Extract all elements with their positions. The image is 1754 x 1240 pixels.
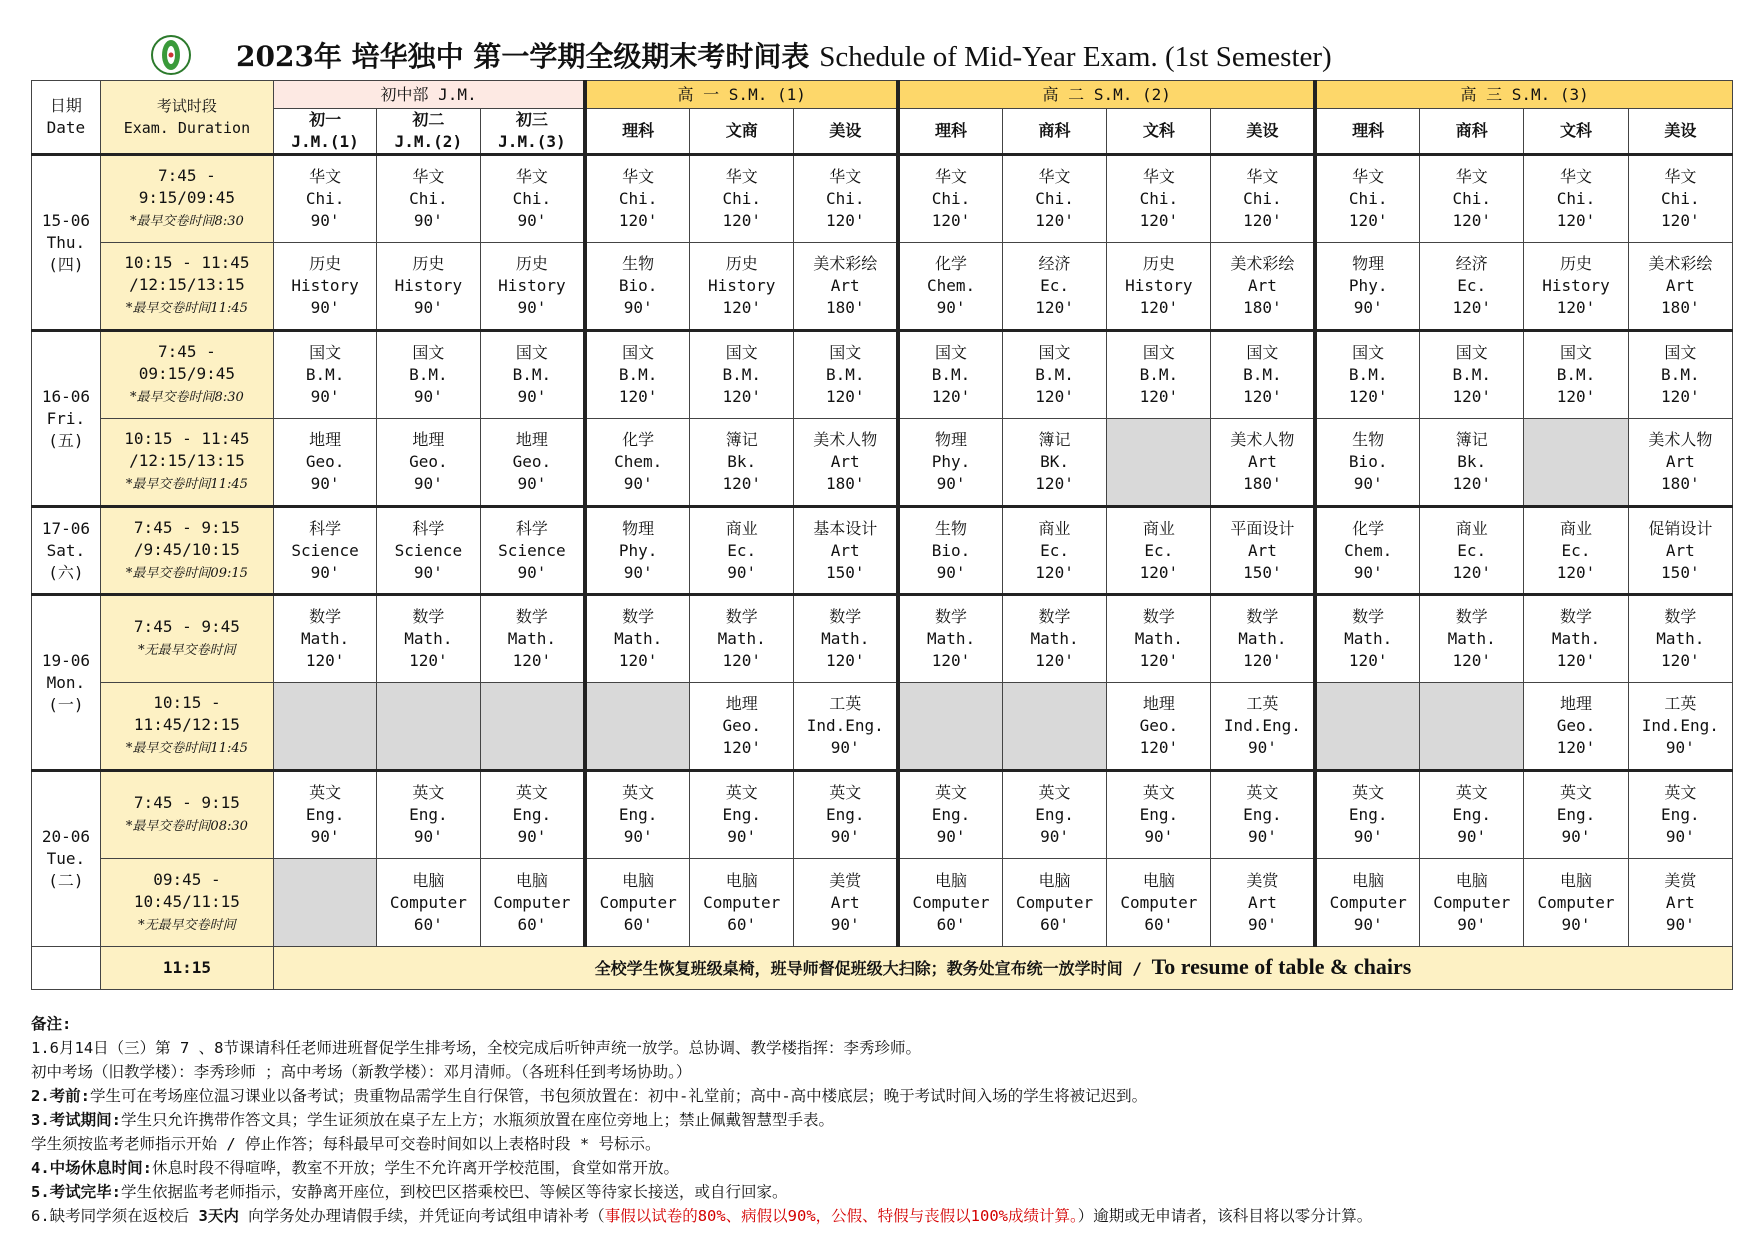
col-sm1-sci: 理科 [585, 109, 689, 155]
duration-cell: 7:45 - 9:15/09:45 *最早交卷时间8:30 [100, 155, 273, 243]
exam-cell: 华文 Chi. 90' [273, 155, 376, 243]
exam-cell: 历史 History 90' [377, 243, 480, 331]
exam-cell: 美术人物 Art 180' [1211, 419, 1315, 507]
col-jm2: 初二 J.M.(2) [377, 109, 480, 155]
exam-cell: 英文 Eng. 90' [898, 771, 1002, 859]
exam-cell: 英文 Eng. 90' [1420, 771, 1524, 859]
exam-cell: 英文 Eng. 90' [480, 771, 585, 859]
exam-cell: 美术彩绘 Art 180' [1211, 243, 1315, 331]
col-sm2-design: 美设 [1211, 109, 1315, 155]
duration-header: 考试时段 Exam. Duration [100, 81, 273, 155]
exam-cell: 地理 Geo. 90' [377, 419, 480, 507]
exam-cell: 生物 Bio. 90' [585, 243, 689, 331]
header-row-2 [32, 109, 1733, 155]
duration-cell: 10:15 - 11:45 /12:15/13:15 *最早交卷时间11:45 [100, 419, 273, 507]
exam-cell: 数学 Math. 120' [1107, 595, 1211, 683]
exam-cell: 数学 Math. 120' [273, 595, 376, 683]
empty-cell [273, 683, 376, 771]
col-sm1-design: 美设 [794, 109, 898, 155]
exam-cell: 电脑 Computer 60' [377, 859, 480, 947]
empty-cell [898, 683, 1002, 771]
col-sm2-sci: 理科 [898, 109, 1002, 155]
duration-cell: 7:45 - 09:15/9:45 *最早交卷时间8:30 [100, 331, 273, 419]
col-sm3-sci: 理科 [1315, 109, 1419, 155]
exam-cell: 簿记 Bk. 120' [690, 419, 794, 507]
exam-cell: 生物 Bio. 90' [898, 507, 1002, 595]
exam-cell: 数学 Math. 120' [585, 595, 689, 683]
exam-cell: 簿记 Bk. 120' [1420, 419, 1524, 507]
exam-cell: 英文 Eng. 90' [273, 771, 376, 859]
school-logo-icon [150, 34, 192, 76]
exam-cell: 数学 Math. 120' [1002, 595, 1106, 683]
exam-cell: 科学 Science 90' [377, 507, 480, 595]
empty-cell [377, 683, 480, 771]
exam-cell: 英文 Eng. 90' [1315, 771, 1419, 859]
exam-cell: 促销设计 Art 150' [1628, 507, 1732, 595]
empty-cell [480, 683, 585, 771]
duration-cell: 09:45 - 10:45/11:15 *无最早交卷时间 [100, 859, 273, 947]
exam-cell: 华文 Chi. 120' [1107, 155, 1211, 243]
exam-cell: 数学 Math. 120' [480, 595, 585, 683]
exam-cell: 历史 History 120' [1107, 243, 1211, 331]
exam-cell: 国文 B.M. 120' [1315, 331, 1419, 419]
title-cn: 2023年 培华独中 第一学期全级期末考时间表 [236, 40, 810, 73]
note-5: 5.考试完毕:学生依据监考老师指示，安静离开座位，到校巴区搭乘校巴、等候区等待家长接送，或自行回家。 [31, 1183, 788, 1201]
exam-cell: 平面设计 Art 150' [1211, 507, 1315, 595]
exam-cell: 历史 History 120' [1524, 243, 1628, 331]
exam-cell: 美术人物 Art 180' [1628, 419, 1732, 507]
exam-cell: 数学 Math. 120' [794, 595, 898, 683]
exam-cell: 英文 Eng. 90' [1002, 771, 1106, 859]
exam-cell: 数学 Math. 120' [898, 595, 1002, 683]
note-3: 3.考试期间:学生只允许携带作答文具；学生证须放在桌子左上方；水瓶须放置在座位旁地上；禁止佩戴智慧型手表。 [31, 1111, 835, 1129]
date-cell: 20-06 Tue. (二) [32, 771, 101, 947]
col-sm2-com: 商科 [1002, 109, 1106, 155]
exam-cell: 物理 Phy. 90' [898, 419, 1002, 507]
exam-cell: 数学 Math. 120' [377, 595, 480, 683]
exam-schedule-table [31, 80, 1733, 990]
duration-cell: 7:45 - 9:45 *无最早交卷时间 [100, 595, 273, 683]
exam-cell: 美赏 Art 90' [1628, 859, 1732, 947]
final-time: 11:15 [100, 947, 273, 990]
col-jm1: 初一 J.M.(1) [273, 109, 376, 155]
day5-session2 [32, 859, 1733, 947]
exam-cell: 经济 Ec. 120' [1420, 243, 1524, 331]
exam-cell: 华文 Chi. 90' [377, 155, 480, 243]
exam-cell: 商业 Ec. 120' [1107, 507, 1211, 595]
date-cell: 17-06 Sat. (六) [32, 507, 101, 595]
exam-cell: 国文 B.M. 120' [1211, 331, 1315, 419]
exam-cell: 工英 Ind.Eng. 90' [794, 683, 898, 771]
sm2-header: 高 二 S.M. (2) [898, 81, 1315, 109]
exam-cell: 电脑 Computer 90' [1315, 859, 1419, 947]
sm1-header: 高 一 S.M. (1) [585, 81, 898, 109]
exam-cell: 经济 Ec. 120' [1002, 243, 1106, 331]
exam-cell: 电脑 Computer 60' [1002, 859, 1106, 947]
exam-cell: 华文 Chi. 120' [898, 155, 1002, 243]
date-cell: 16-06 Fri. (五) [32, 331, 101, 507]
jm-header: 初中部 J.M. [273, 81, 585, 109]
exam-cell: 英文 Eng. 90' [1524, 771, 1628, 859]
exam-cell: 化学 Chem. 90' [585, 419, 689, 507]
day1-session2 [32, 243, 1733, 331]
exam-cell: 化学 Chem. 90' [1315, 507, 1419, 595]
day4-session1 [32, 595, 1733, 683]
exam-cell: 数学 Math. 120' [690, 595, 794, 683]
exam-cell: 数学 Math. 120' [1315, 595, 1419, 683]
exam-cell: 电脑 Computer 90' [1524, 859, 1628, 947]
empty-cell [1002, 683, 1106, 771]
exam-cell: 英文 Eng. 90' [1107, 771, 1211, 859]
exam-cell: 国文 B.M. 90' [480, 331, 585, 419]
exam-cell: 英文 Eng. 90' [585, 771, 689, 859]
exam-cell: 电脑 Computer 60' [585, 859, 689, 947]
exam-cell: 地理 Geo. 120' [690, 683, 794, 771]
title-en: Schedule of Mid-Year Exam. (1st Semester) [819, 41, 1332, 73]
exam-cell: 基本设计 Art 150' [794, 507, 898, 595]
final-blank [32, 947, 101, 990]
exam-cell: 商业 Ec. 120' [1420, 507, 1524, 595]
note-4: 4.中场休息时间:休息时段不得喧哗，教室不开放；学生不允许离开学校范围，食堂如常开放。 [31, 1159, 680, 1177]
exam-cell: 国文 B.M. 120' [1628, 331, 1732, 419]
exam-cell: 华文 Chi. 120' [1524, 155, 1628, 243]
exam-cell: 美术人物 Art 180' [794, 419, 898, 507]
notes-heading: 备注: [31, 1015, 72, 1033]
exam-cell: 英文 Eng. 90' [690, 771, 794, 859]
exam-cell: 英文 Eng. 90' [377, 771, 480, 859]
day4-session2 [32, 683, 1733, 771]
exam-cell: 电脑 Computer 60' [480, 859, 585, 947]
exam-cell: 华文 Chi. 120' [1315, 155, 1419, 243]
exam-cell: 地理 Geo. 90' [273, 419, 376, 507]
empty-cell [1420, 683, 1524, 771]
day1-session1 [32, 155, 1733, 243]
exam-cell: 国文 B.M. 120' [794, 331, 898, 419]
exam-cell: 簿记 BK. 120' [1002, 419, 1106, 507]
day3-session1 [32, 507, 1733, 595]
empty-cell [1107, 419, 1211, 507]
exam-cell: 电脑 Computer 60' [1107, 859, 1211, 947]
day2-session1 [32, 331, 1733, 419]
sm3-header: 高 三 S.M. (3) [1315, 81, 1732, 109]
exam-cell: 美赏 Art 90' [1211, 859, 1315, 947]
exam-cell: 地理 Geo. 90' [480, 419, 585, 507]
empty-cell [1524, 419, 1628, 507]
note-3b: 学生须按监考老师指示开始 / 停止作答；每科最早可交卷时间如以上表格时段 * 号标示。 [31, 1135, 661, 1153]
note-2: 2.考前:学生可在考场座位温习课业以备考试；贵重物品需学生自行保管，书包须放置在：初中-礼堂前；高中-高中楼底层；晚于考试时间入场的学生将被记迟到。 [31, 1087, 1148, 1105]
exam-cell: 工英 Ind.Eng. 90' [1628, 683, 1732, 771]
col-sm2-lit: 文科 [1107, 109, 1211, 155]
page-title [150, 30, 1650, 80]
date-cell: 15-06 Thu. (四) [32, 155, 101, 331]
exam-cell: 工英 Ind.Eng. 90' [1211, 683, 1315, 771]
empty-cell [585, 683, 689, 771]
col-sm3-lit: 文科 [1524, 109, 1628, 155]
exam-cell: 科学 Science 90' [480, 507, 585, 595]
exam-cell: 英文 Eng. 90' [1211, 771, 1315, 859]
exam-cell: 电脑 Computer 90' [1420, 859, 1524, 947]
col-sm3-design: 美设 [1628, 109, 1732, 155]
title-text [236, 35, 1332, 75]
exam-cell: 国文 B.M. 120' [1524, 331, 1628, 419]
col-jm3: 初三 J.M.(3) [480, 109, 585, 155]
exam-cell: 华文 Chi. 120' [794, 155, 898, 243]
exam-cell: 电脑 Computer 60' [898, 859, 1002, 947]
exam-cell: 国文 B.M. 120' [585, 331, 689, 419]
exam-cell: 华文 Chi. 120' [585, 155, 689, 243]
exam-cell: 华文 Chi. 90' [480, 155, 585, 243]
exam-cell: 国文 B.M. 120' [1107, 331, 1211, 419]
exam-cell: 物理 Phy. 90' [585, 507, 689, 595]
day2-session2 [32, 419, 1733, 507]
exam-cell: 商业 Ec. 90' [690, 507, 794, 595]
exam-cell: 数学 Math. 120' [1420, 595, 1524, 683]
exam-cell: 物理 Phy. 90' [1315, 243, 1419, 331]
exam-cell: 数学 Math. 120' [1628, 595, 1732, 683]
exam-cell: 国文 B.M. 120' [690, 331, 794, 419]
duration-cell: 10:15 - 11:45/12:15 *最早交卷时间11:45 [100, 683, 273, 771]
exam-cell: 国文 B.M. 120' [1420, 331, 1524, 419]
exam-cell: 华文 Chi. 120' [690, 155, 794, 243]
final-message: 全校学生恢复班级桌椅，班导师督促班级大扫除；教务处宣布统一放学时间 / To resume of table & chairs [273, 947, 1732, 990]
exam-cell: 历史 History 90' [480, 243, 585, 331]
exam-cell: 化学 Chem. 90' [898, 243, 1002, 331]
exam-cell: 电脑 Computer 60' [690, 859, 794, 947]
exam-cell: 美术彩绘 Art 180' [794, 243, 898, 331]
exam-cell: 英文 Eng. 90' [1628, 771, 1732, 859]
exam-cell: 地理 Geo. 120' [1524, 683, 1628, 771]
date-header: 日期 Date [32, 81, 101, 155]
duration-cell: 10:15 - 11:45 /12:15/13:15 *最早交卷时间11:45 [100, 243, 273, 331]
exam-cell: 国文 B.M. 90' [377, 331, 480, 419]
exam-cell: 国文 B.M. 120' [898, 331, 1002, 419]
exam-cell: 生物 Bio. 90' [1315, 419, 1419, 507]
final-row [32, 947, 1733, 990]
exam-cell: 国文 B.M. 120' [1002, 331, 1106, 419]
exam-cell: 数学 Math. 120' [1524, 595, 1628, 683]
note-1b: 初中考场（旧教学楼）：李秀珍师 ；高中考场（新教学楼）：邓月清师。（各班科任到考场协助。） [31, 1063, 692, 1081]
day5-session1 [32, 771, 1733, 859]
exam-cell: 美术彩绘 Art 180' [1628, 243, 1732, 331]
exam-cell: 英文 Eng. 90' [794, 771, 898, 859]
note-6: 6.缺考同学须在返校后 3天内 向学务处办理请假手续，并凭证向考试组申请补考（事假以试卷的80%、病假以90%，公假、特假与丧假以100%成绩计算。）逾期或无申请者，该科目将以零分计算。 [31, 1207, 1373, 1225]
exam-cell: 华文 Chi. 120' [1420, 155, 1524, 243]
duration-cell: 7:45 - 9:15 *最早交卷时间08:30 [100, 771, 273, 859]
exam-cell: 美赏 Art 90' [794, 859, 898, 947]
exam-cell: 历史 History 90' [273, 243, 376, 331]
exam-cell: 商业 Ec. 120' [1002, 507, 1106, 595]
duration-cell: 7:45 - 9:15 /9:45/10:15 *最早交卷时间09:15 [100, 507, 273, 595]
exam-cell: 历史 History 120' [690, 243, 794, 331]
exam-cell: 华文 Chi. 120' [1211, 155, 1315, 243]
empty-cell [1315, 683, 1419, 771]
col-sm3-com: 商科 [1420, 109, 1524, 155]
exam-cell: 数学 Math. 120' [1211, 595, 1315, 683]
date-cell: 19-06 Mon. (一) [32, 595, 101, 771]
empty-cell [273, 859, 376, 947]
exam-cell: 华文 Chi. 120' [1002, 155, 1106, 243]
notes-section [31, 1012, 1731, 1228]
exam-cell: 科学 Science 90' [273, 507, 376, 595]
exam-cell: 华文 Chi. 120' [1628, 155, 1732, 243]
exam-cell: 商业 Ec. 120' [1524, 507, 1628, 595]
col-sm1-artcom: 文商 [690, 109, 794, 155]
note-1a: 1.6月14日（三）第 7 、8节课请科任老师进班督促学生排考场，全校完成后听钟声统一放学。总协调、教学楼指挥：李秀珍师。 [31, 1039, 921, 1057]
exam-cell: 国文 B.M. 90' [273, 331, 376, 419]
header-row-1 [32, 81, 1733, 109]
exam-cell: 地理 Geo. 120' [1107, 683, 1211, 771]
